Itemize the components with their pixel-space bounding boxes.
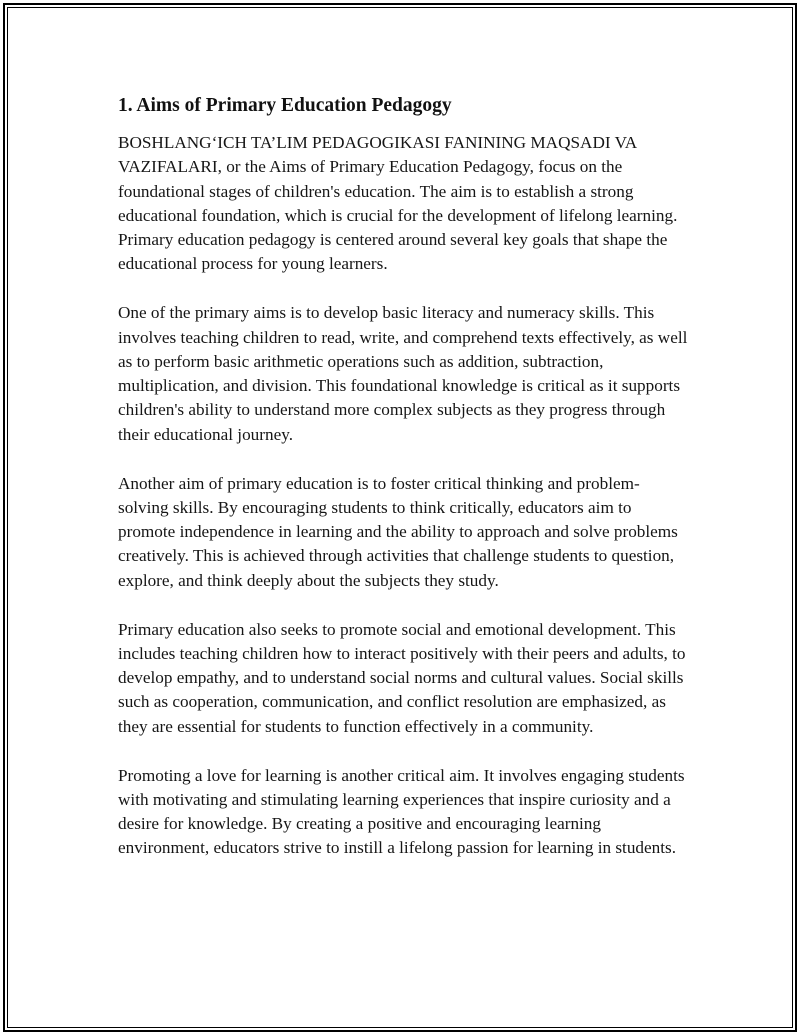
document-body: [118, 93, 690, 885]
paragraph-love-for-learning: Promoting a love for learning is another critical aim. It involves engaging students with motivating and stimulating learning experiences that inspire curiosity and a desire for knowledge. By creating a positive and encouraging learning environment, educators strive to instill a lifelong passion for learning in students.: [118, 765, 685, 858]
paragraph-literacy-numeracy: One of the primary aims is to develop basic literacy and numeracy skills. This involves teaching children to read, write, and comprehend texts effectively, as well as to perform basic arithmetic operations such as addition, subtraction, multiplication, and division. This foundational knowledge is critical as it supports children's ability to understand more complex subjects as they progress through their educational journey.: [118, 303, 688, 444]
paragraph-intro: BOSHLANG‘ICH TA’LIM PEDAGOGIKASI FANINING MAQSADI VA VAZIFALARI, or the Aims of Primary Education Pedagogy, focus on the foundational stages of children's education. The aim is to establish a strong educational foundation, which is crucial for the development of lifelong learning. Primary education pedagogy is centered around several key goals that shape the educational process for young learners.: [118, 133, 678, 274]
paragraph-social-emotional: Primary education also seeks to promote social and emotional development. This includes teaching children how to interact positively with their peers and adults, to develop empathy, and to understand social norms and cultural values. Social skills such as cooperation, communication, and conflict resolution are emphasized, as they are essential for students to function effectively in a community.: [118, 619, 686, 736]
section-heading: 1. Aims of Primary Education Pedagogy: [118, 95, 452, 116]
paragraph-critical-thinking: Another aim of primary education is to foster critical thinking and problem-solving skills. By encouraging students to think critically, educators aim to promote independence in learning and the ability to approach and solve problems creatively. This is achieved through activities that challenge students to question, explore, and think deeply about the subjects they study.: [118, 473, 678, 590]
